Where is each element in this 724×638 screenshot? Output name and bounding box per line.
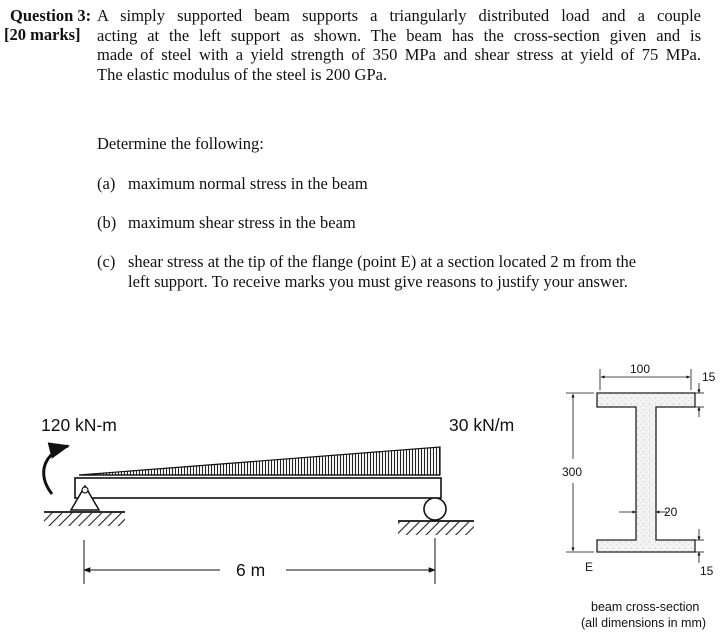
cross-section-caption-line-1: beam cross-section bbox=[591, 600, 700, 614]
part-b-text: maximum shear stress in the beam bbox=[128, 213, 356, 232]
question-line-4: The elastic modulus of the steel is 200 GPa. bbox=[97, 64, 388, 84]
question-line-2: acting at the left support as shown. The beam has the cross-section given and is bbox=[97, 25, 701, 45]
question-label: Question 3: bbox=[10, 6, 92, 25]
bottom-flange-label: 15 bbox=[700, 564, 714, 578]
pin-icon bbox=[82, 487, 88, 493]
web-label: 20 bbox=[664, 505, 678, 519]
i-beam-section bbox=[597, 393, 695, 552]
roller-icon bbox=[424, 498, 446, 520]
question-marks: [20 marks] bbox=[4, 25, 81, 44]
question-line-3: made of steel with a yield strength of 350 MPa and shear stress at yield of 75 MPa. bbox=[97, 45, 701, 65]
part-a-letter: (a) bbox=[97, 174, 116, 193]
part-c-line-1: shear stress at the tip of the flange (point E) at a section located 2 m from the bbox=[128, 252, 637, 271]
pin-ground-hatch bbox=[44, 513, 125, 526]
span-label: 6 m bbox=[236, 560, 266, 580]
instruction-text: Determine the following: bbox=[97, 134, 264, 153]
part-c-line-2: left support. To receive marks you must give reasons to justify your answer. bbox=[128, 272, 628, 291]
beam bbox=[75, 478, 441, 498]
point-e-label: E bbox=[585, 560, 594, 574]
height-label: 300 bbox=[562, 465, 583, 479]
part-a-text: maximum normal stress in the beam bbox=[128, 174, 368, 193]
load-label: 30 kN/m bbox=[449, 415, 515, 435]
question-line-1: A simply supported beam supports a triangularly distributed load and a couple bbox=[97, 6, 701, 25]
cross-section-caption-line-2: (all dimensions in mm) bbox=[581, 616, 707, 630]
part-b-letter: (b) bbox=[97, 213, 117, 232]
top-flange-label: 15 bbox=[702, 370, 716, 384]
roller-ground-hatch bbox=[398, 522, 474, 535]
moment-label: 120 kN-m bbox=[41, 415, 117, 435]
distributed-load bbox=[79, 447, 440, 475]
moment-arrow-icon bbox=[44, 446, 68, 494]
width-label: 100 bbox=[630, 362, 651, 376]
part-c-letter: (c) bbox=[97, 252, 116, 271]
